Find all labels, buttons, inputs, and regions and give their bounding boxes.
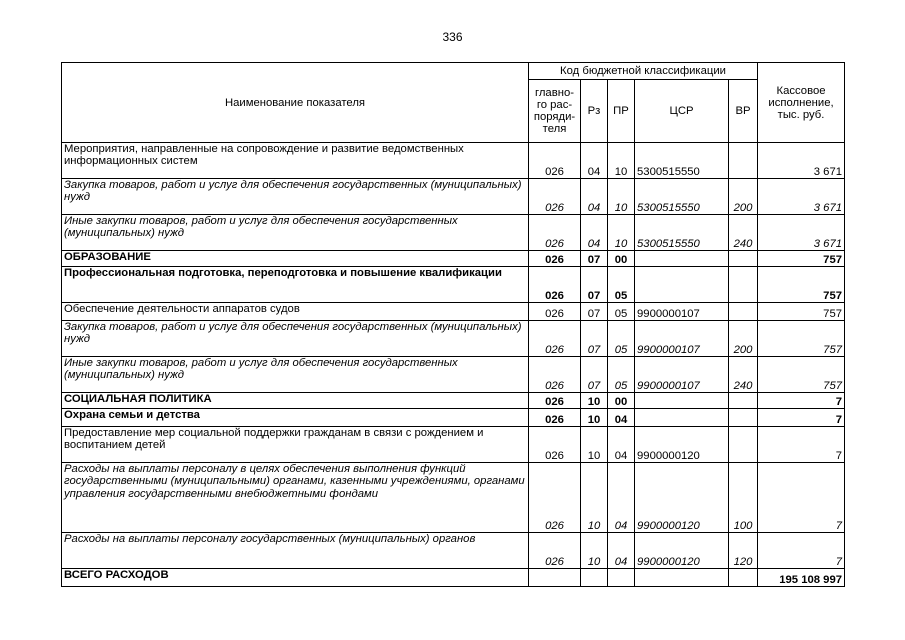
cell-pr: 05 [608, 303, 635, 321]
budget-table [61, 62, 845, 587]
cell-amount: 3 671 [758, 143, 845, 179]
cell-gr: 026 [529, 179, 581, 215]
cell-pr: 04 [608, 409, 635, 427]
cell-vr [729, 267, 758, 303]
cell-pr: 04 [608, 427, 635, 463]
cell-csr: 9900000107 [635, 357, 729, 393]
cell-amount: 3 671 [758, 179, 845, 215]
cell-pr: 04 [608, 533, 635, 569]
header-budget-code-group: Код бюджетной классификации [529, 63, 758, 80]
cell-csr: 5300515550 [635, 179, 729, 215]
cell-csr: 9900000120 [635, 533, 729, 569]
cell-amount: 3 671 [758, 215, 845, 251]
cell-csr: 5300515550 [635, 215, 729, 251]
header-csr: ЦСР [635, 80, 729, 143]
cell-vr [729, 393, 758, 409]
cell-gr: 026 [529, 143, 581, 179]
cell-rz: 10 [581, 409, 608, 427]
cell-amount: 7 [758, 533, 845, 569]
cell-pr: 04 [608, 463, 635, 533]
cell-vr: 240 [729, 215, 758, 251]
cell-name: СОЦИАЛЬНАЯ ПОЛИТИКА [62, 393, 529, 409]
cell-amount: 757 [758, 303, 845, 321]
table-row [62, 569, 845, 587]
table-row [62, 143, 845, 179]
cell-csr [635, 251, 729, 267]
header-pr: ПР [608, 80, 635, 143]
cell-gr: 026 [529, 357, 581, 393]
cell-amount: 757 [758, 267, 845, 303]
cell-pr: 10 [608, 179, 635, 215]
cell-csr: 9900000120 [635, 463, 729, 533]
cell-name: Иные закупки товаров, работ и услуг для обеспечения государственных (муниципальных) нужд [62, 215, 529, 251]
cell-amount: 757 [758, 251, 845, 267]
cell-amount: 7 [758, 393, 845, 409]
cell-name: ОБРАЗОВАНИЕ [62, 251, 529, 267]
cell-gr: 026 [529, 215, 581, 251]
cell-name: Охрана семьи и детства [62, 409, 529, 427]
cell-gr: 026 [529, 427, 581, 463]
header-amount: Кассовое исполнение, тыс. руб. [758, 63, 845, 143]
cell-csr [635, 393, 729, 409]
cell-gr: 026 [529, 409, 581, 427]
table-row [62, 357, 845, 393]
header-rz: Рз [581, 80, 608, 143]
cell-gr: 026 [529, 533, 581, 569]
cell-csr: 9900000107 [635, 303, 729, 321]
cell-name: Обеспечение деятельности аппаратов судов [62, 303, 529, 321]
cell-vr: 200 [729, 321, 758, 357]
cell-rz: 04 [581, 179, 608, 215]
table-row [62, 179, 845, 215]
cell-rz: 10 [581, 393, 608, 409]
cell-amount: 757 [758, 321, 845, 357]
page-number: 336 [442, 30, 463, 44]
cell-name: Мероприятия, направленные на сопровождение и развитие ведомственных информационных систем [62, 143, 529, 179]
cell-pr: 10 [608, 143, 635, 179]
cell-gr: 026 [529, 393, 581, 409]
table-row [62, 409, 845, 427]
cell-csr [635, 569, 729, 587]
table-row [62, 267, 845, 303]
cell-rz: 04 [581, 143, 608, 179]
cell-csr [635, 267, 729, 303]
cell-pr: 00 [608, 251, 635, 267]
table-row [62, 427, 845, 463]
cell-gr: 026 [529, 321, 581, 357]
table-row [62, 251, 845, 267]
cell-gr: 026 [529, 463, 581, 533]
table-row [62, 321, 845, 357]
cell-pr: 05 [608, 321, 635, 357]
table-row [62, 303, 845, 321]
cell-pr: 05 [608, 267, 635, 303]
cell-vr: 240 [729, 357, 758, 393]
cell-pr: 05 [608, 357, 635, 393]
cell-rz: 07 [581, 321, 608, 357]
cell-vr: 200 [729, 179, 758, 215]
cell-csr: 9900000120 [635, 427, 729, 463]
table-row [62, 393, 845, 409]
cell-gr: 026 [529, 251, 581, 267]
cell-rz: 07 [581, 267, 608, 303]
table-body [62, 143, 845, 587]
cell-rz: 10 [581, 463, 608, 533]
cell-name: Профессиональная подготовка, переподготовка и повышение квалификации [62, 267, 529, 303]
cell-rz: 04 [581, 215, 608, 251]
cell-name: Иные закупки товаров, работ и услуг для обеспечения государственных (муниципальных) нужд [62, 357, 529, 393]
cell-rz: 07 [581, 251, 608, 267]
cell-csr [635, 409, 729, 427]
cell-rz [581, 569, 608, 587]
cell-rz: 10 [581, 533, 608, 569]
cell-csr: 9900000107 [635, 321, 729, 357]
cell-vr [729, 303, 758, 321]
cell-vr [729, 427, 758, 463]
cell-name: Предоставление мер социальной поддержки гражданам в связи с рождением и воспитанием детей [62, 427, 529, 463]
cell-rz: 07 [581, 303, 608, 321]
header-name: Наименование показателя [62, 63, 529, 143]
header-vr: ВР [729, 80, 758, 143]
cell-vr [729, 569, 758, 587]
cell-rz: 10 [581, 427, 608, 463]
cell-name: ВСЕГО РАСХОДОВ [62, 569, 529, 587]
cell-gr [529, 569, 581, 587]
cell-amount: 7 [758, 427, 845, 463]
cell-vr [729, 143, 758, 179]
cell-vr: 100 [729, 463, 758, 533]
cell-amount: 195 108 997 [758, 569, 845, 587]
cell-name: Расходы на выплаты персоналу государственных (муниципальных) органов [62, 533, 529, 569]
cell-amount: 7 [758, 409, 845, 427]
cell-pr: 00 [608, 393, 635, 409]
cell-name: Закупка товаров, работ и услуг для обеспечения государственных (муниципальных) нужд [62, 321, 529, 357]
table-row [62, 463, 845, 533]
cell-amount: 7 [758, 463, 845, 533]
table-row [62, 533, 845, 569]
cell-name: Расходы на выплаты персоналу в целях обеспечения выполнения функций государственными (муниципальными) органами, казенными учреждениями, органами управления государственными внебюджетными фондами [62, 463, 529, 533]
cell-vr [729, 409, 758, 427]
cell-vr: 120 [729, 533, 758, 569]
cell-gr: 026 [529, 267, 581, 303]
cell-rz: 07 [581, 357, 608, 393]
table-row [62, 215, 845, 251]
header-gl-admin: главно- го рас- поряди- теля [529, 80, 581, 143]
cell-pr [608, 569, 635, 587]
cell-vr [729, 251, 758, 267]
cell-amount: 757 [758, 357, 845, 393]
cell-pr: 10 [608, 215, 635, 251]
cell-csr: 5300515550 [635, 143, 729, 179]
cell-name: Закупка товаров, работ и услуг для обеспечения государственных (муниципальных) нужд [62, 179, 529, 215]
cell-gr: 026 [529, 303, 581, 321]
